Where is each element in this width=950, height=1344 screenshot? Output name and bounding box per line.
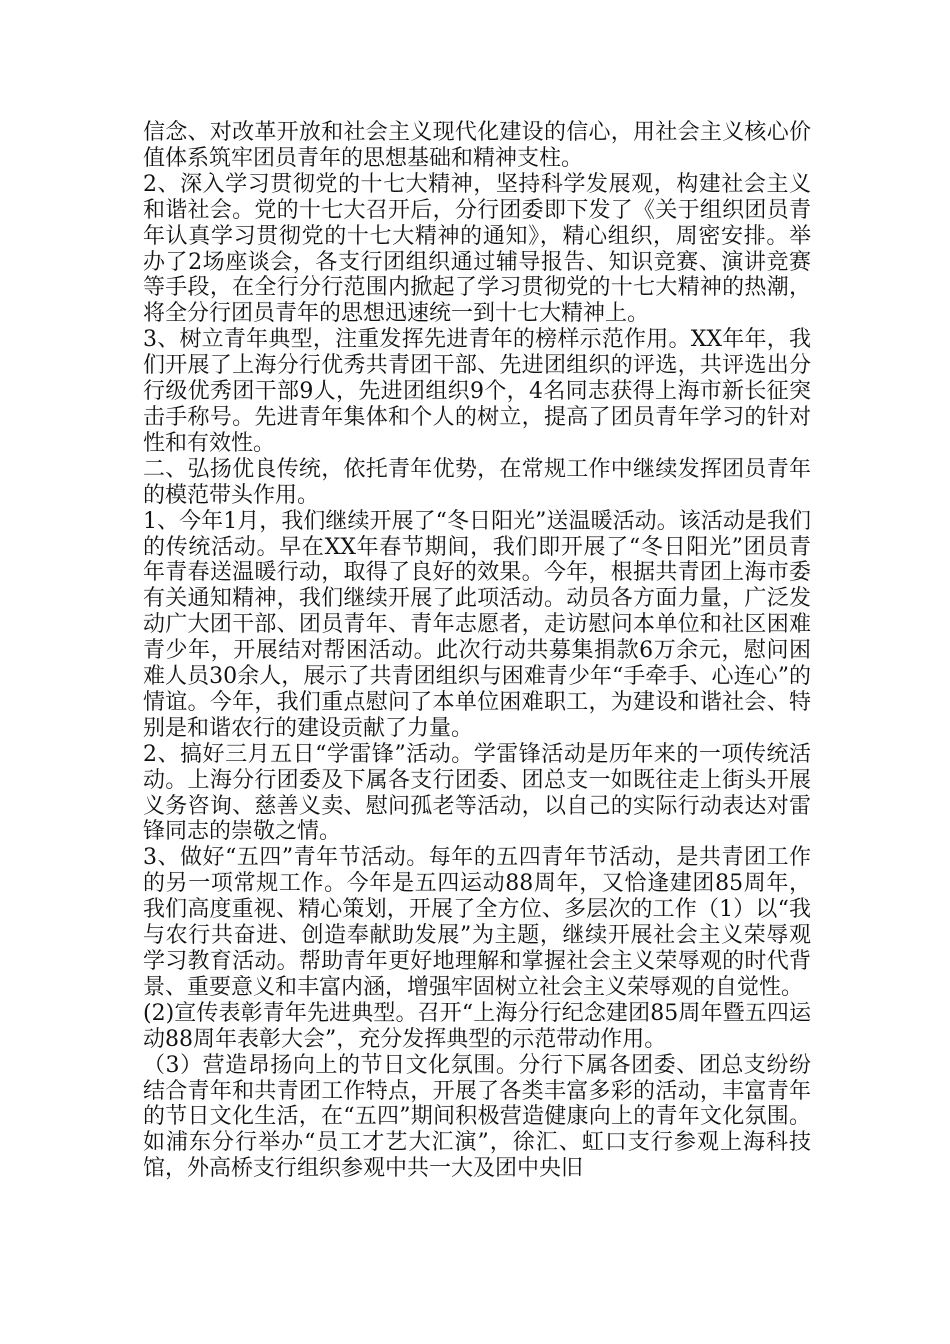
paragraph-may-fourth: 3、做好“五四”青年节活动。每年的五四青年节活动，是共青团工作的另一项常规工作。今年是五四运动88周年，又恰逢建团85周年，我们高度重视、精心策划，开展了全方位、多层次的工作（1）以“我与农行共奋进、创造奉献助发展”为主题，继续开展社会主义荣辱观学习教育活动。帮助青年更好地理解和掌握社会主义荣辱观的时代背景、重要意义和丰富内涵，增强牢固树立社会主义荣辱观的自觉性。	[143, 845, 811, 1000]
paragraph-winter-sunshine: 1、今年1月，我们继续开展了“冬日阳光”送温暖活动。该活动是我们的传统活动。早在XX年春节期间，我们即开展了“冬日阳光”团员青年青春送温暖行动，取得了良好的效果。今年，根据共青团上海市委有关通知精神，我们继续开展了此项活动。动员各方面力量，广泛发动广大团干部、团员青年、青年志愿者，走访慰问本单位和社区困难青少年，开展结对帮困活动。此次行动共募集捐款6万余元，慰问困难人员30余人，展示了共青团组织与困难青少年“手牵手、心连心”的情谊。今年，我们重点慰问了本单位困难职工，为建设和谐社会、特别是和谐农行的建设贡献了力量。	[143, 508, 811, 741]
section-heading-traditions: 二、弘扬优良传统，依托青年优势，在常规工作中继续发挥团员青年的模范带头作用。	[143, 456, 811, 508]
paragraph-festival-culture: （3）营造昂扬向上的节日文化氛围。分行下属各团委、团总支纷纷结合青年和共青团工作特点，开展了各类丰富多彩的活动，丰富青年的节日文化生活，在“五四”期间积极营造健康向上的青年文化氛围。如浦东分行举办“员工才艺大汇演”，徐汇、虹口支行参观上海科技馆，外高桥支行组织参观中共一大及团中央旧	[143, 1052, 811, 1182]
paragraph-faith-continuation: 信念、对改革开放和社会主义现代化建设的信心，用社会主义核心价值体系筑牢团员青年的思想基础和精神支柱。	[143, 120, 811, 171]
paragraph-youth-models: 3、树立青年典型，注重发挥先进青年的榜样示范作用。XX年年，我们开展了上海分行优秀共青团干部、先进团组织的评选，共评选出分行级优秀团干部9人，先进团组织9个，4名同志获得上海市新长征突击手称号。先进青年集体和个人的树立，提高了团员青年学习的针对性和有效性。	[143, 327, 811, 456]
document-body	[143, 120, 811, 1182]
paragraph-commendation: (2)宣传表彰青年先进典型。召开“上海分行纪念建团85周年暨五四运动88周年表彰大会”，充分发挥典型的示范带动作用。	[143, 1000, 811, 1052]
paragraph-learn-from-leifeng: 2、搞好三月五日“学雷锋”活动。学雷锋活动是历年来的一项传统活动。上海分行团委及下属各支行团委、团总支一如既往走上街头开展义务咨询、慈善义卖、慰问孤老等活动，以自己的实际行动表达对雷锋同志的崇敬之情。	[143, 741, 811, 845]
paragraph-study-17th-congress: 2、深入学习贯彻党的十七大精神，坚持科学发展观，构建社会主义和谐社会。党的十七大召开后，分行团委即下发了《关于组织团员青年认真学习贯彻党的十七大精神的通知》，精心组织，周密安排。举办了2场座谈会，各支行团组织通过辅导报告、知识竞赛、演讲竞赛等手段，在全行分行范围内掀起了学习贯彻党的十七大精神的热潮，将全分行团员青年的思想迅速统一到十七大精神上。	[143, 171, 811, 327]
